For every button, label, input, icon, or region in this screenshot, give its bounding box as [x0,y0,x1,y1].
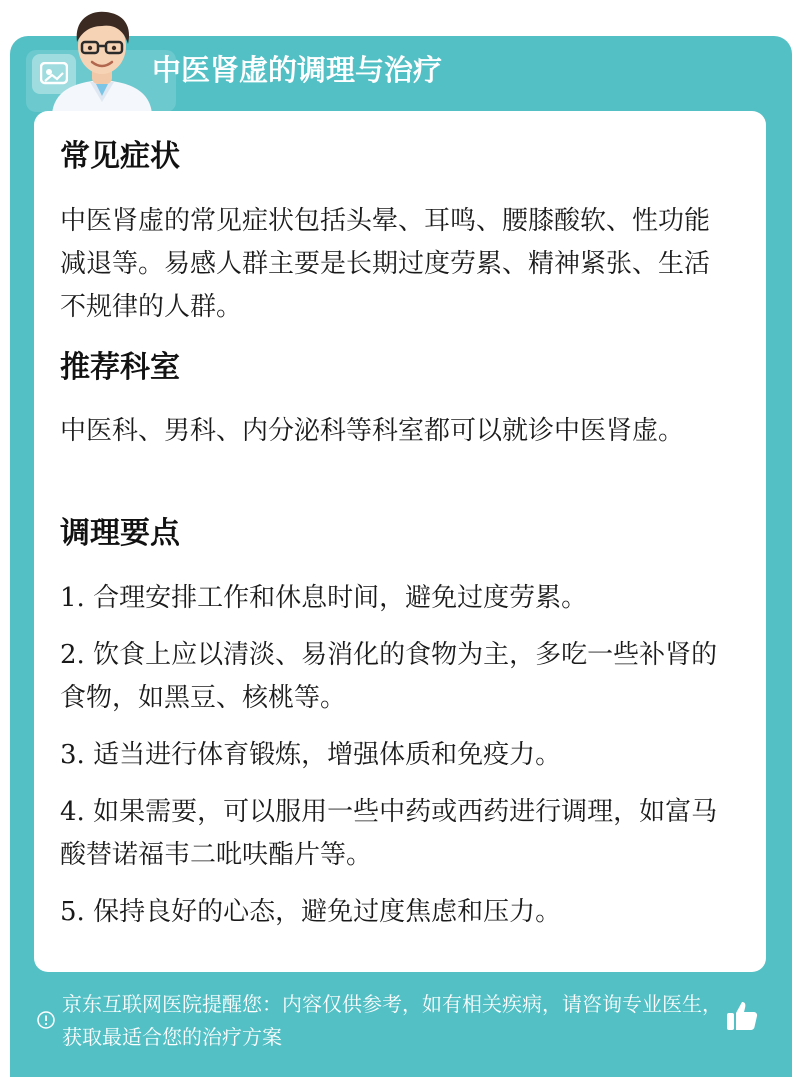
list-item-number: 2. [60,640,85,670]
list-item-number: 4. [60,797,85,827]
list-item [60,577,730,620]
list-item-number: 3. [60,740,85,770]
list-item-text: 如果需要，可以服用一些中药或西药进行调理，如富马酸替诺福韦二吡呋酯片等。 [60,797,718,870]
list-item-text: 适当进行体育锻炼，增强体质和免疫力。 [93,740,562,770]
section-heading-key-points: 调理要点 [60,516,180,551]
info-icon [37,1011,55,1029]
disclaimer-text: 京东互联网医院提醒您：内容仅供参考，如有相关疾病，请咨询专业医生，获取最适合您的治疗方案 [62,992,722,1049]
list-item-number: 1. [60,583,85,613]
departments-text: 中医科、男科、内分泌科等科室都可以就诊中医肾虚。 [60,416,685,446]
thumbs-up-icon[interactable] [724,998,760,1034]
section-heading-departments: 推荐科室 [60,350,180,385]
section-heading-symptoms: 常见症状 [60,139,180,174]
list-item [60,791,730,877]
content-card [34,111,766,972]
list-item [60,634,730,720]
list-item [60,891,730,934]
doctor-avatar [44,6,160,114]
list-item-text: 饮食上应以清淡、易消化的食物为主，多吃一些补肾的食物，如黑豆、核桃等。 [60,640,718,713]
list-item-text: 合理安排工作和休息时间，避免过度劳累。 [93,583,588,613]
list-item-text: 保持良好的心态，避免过度焦虑和压力。 [93,897,562,927]
symptoms-text: 中医肾虚的常见症状包括头晕、耳鸣、腰膝酸软、性功能减退等。易感人群主要是长期过度劳累、精神紧张、生活不规律的人群。 [60,206,711,322]
page-title: 中医肾虚的调理与治疗 [152,53,443,87]
list-item-number: 5. [60,897,85,927]
list-item [60,734,730,777]
